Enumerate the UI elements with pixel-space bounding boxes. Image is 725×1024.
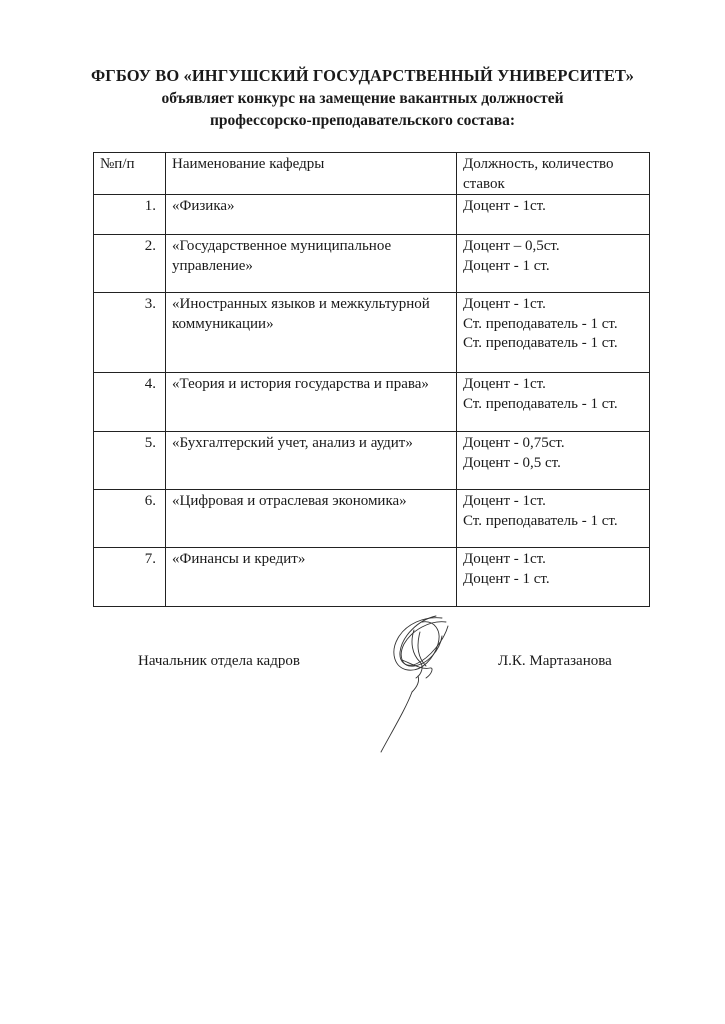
announcement-line: объявляет конкурс на замещение вакантных должностей bbox=[161, 90, 564, 107]
row-number: 3. bbox=[94, 293, 166, 373]
row-number: 6. bbox=[94, 490, 166, 548]
positions-cell bbox=[457, 373, 650, 432]
position-entry: Доцент - 1ст. bbox=[463, 296, 546, 312]
positions-cell bbox=[457, 235, 650, 293]
position-entry: Ст. преподаватель - 1 ст. bbox=[463, 395, 618, 412]
table-row bbox=[94, 490, 650, 548]
column-header-positions: Должность, количество ставок bbox=[457, 153, 650, 195]
row-number: 2. bbox=[94, 235, 166, 293]
department-name: «Теория и история государства и права» bbox=[166, 373, 457, 432]
table-row bbox=[94, 432, 650, 490]
position-entry: Доцент - 1ст. bbox=[463, 551, 546, 567]
position-entry: Доцент - 1ст. bbox=[463, 376, 546, 392]
positions-cell bbox=[457, 195, 650, 235]
announcement-subject: профессорско-преподавательского состава: bbox=[209, 112, 516, 129]
row-number: 1. bbox=[94, 195, 166, 235]
position-entry: Ст. преподаватель - 1 ст. bbox=[463, 512, 618, 529]
table-row bbox=[94, 195, 650, 235]
position-entry: Доцент - 0,75ст. bbox=[463, 435, 565, 451]
department-name: «Иностранных языков и межкультурной коммуникации» bbox=[166, 293, 457, 373]
column-header-number: №п/п bbox=[94, 153, 166, 195]
position-entry: Ст. преподаватель - 1 ст. bbox=[463, 335, 618, 351]
row-number: 4. bbox=[94, 373, 166, 432]
position-entry: Доцент - 1ст. bbox=[463, 198, 546, 214]
department-name: «Цифровая и отраслевая экономика» bbox=[166, 490, 457, 548]
table-row bbox=[94, 293, 650, 373]
positions-cell bbox=[457, 432, 650, 490]
handwritten-signature bbox=[372, 612, 464, 758]
positions-cell bbox=[457, 293, 650, 373]
department-name: «Физика» bbox=[166, 195, 457, 235]
position-entry: Доцент - 1 ст. bbox=[463, 257, 550, 274]
department-name: «Государственное муниципальное управление» bbox=[166, 235, 457, 293]
table-header-row bbox=[94, 153, 650, 195]
vacancies-table bbox=[93, 152, 650, 607]
positions-cell bbox=[457, 490, 650, 548]
position-entry: Доцент - 1ст. bbox=[463, 493, 546, 509]
row-number: 7. bbox=[94, 548, 166, 607]
row-number: 5. bbox=[94, 432, 166, 490]
table-row bbox=[94, 373, 650, 432]
position-entry: Доцент - 0,5 ст. bbox=[463, 454, 561, 471]
position-entry: Доцент – 0,5ст. bbox=[463, 238, 560, 254]
department-name: «Бухгалтерский учет, анализ и аудит» bbox=[166, 432, 457, 490]
position-entry: Доцент - 1 ст. bbox=[463, 570, 550, 587]
position-entry: Ст. преподаватель - 1 ст. bbox=[463, 315, 618, 332]
column-header-department: Наименование кафедры bbox=[166, 153, 457, 195]
positions-cell bbox=[457, 548, 650, 607]
signatory-name: Л.К. Мартазанова bbox=[498, 653, 612, 669]
signatory-title: Начальник отдела кадров bbox=[138, 653, 300, 669]
table-row bbox=[94, 235, 650, 293]
department-name: «Финансы и кредит» bbox=[166, 548, 457, 607]
table-row bbox=[94, 548, 650, 607]
university-name: ФГБОУ ВО «ИНГУШСКИЙ ГОСУДАРСТВЕННЫЙ УНИВЕРСИТЕТ» bbox=[91, 66, 634, 85]
